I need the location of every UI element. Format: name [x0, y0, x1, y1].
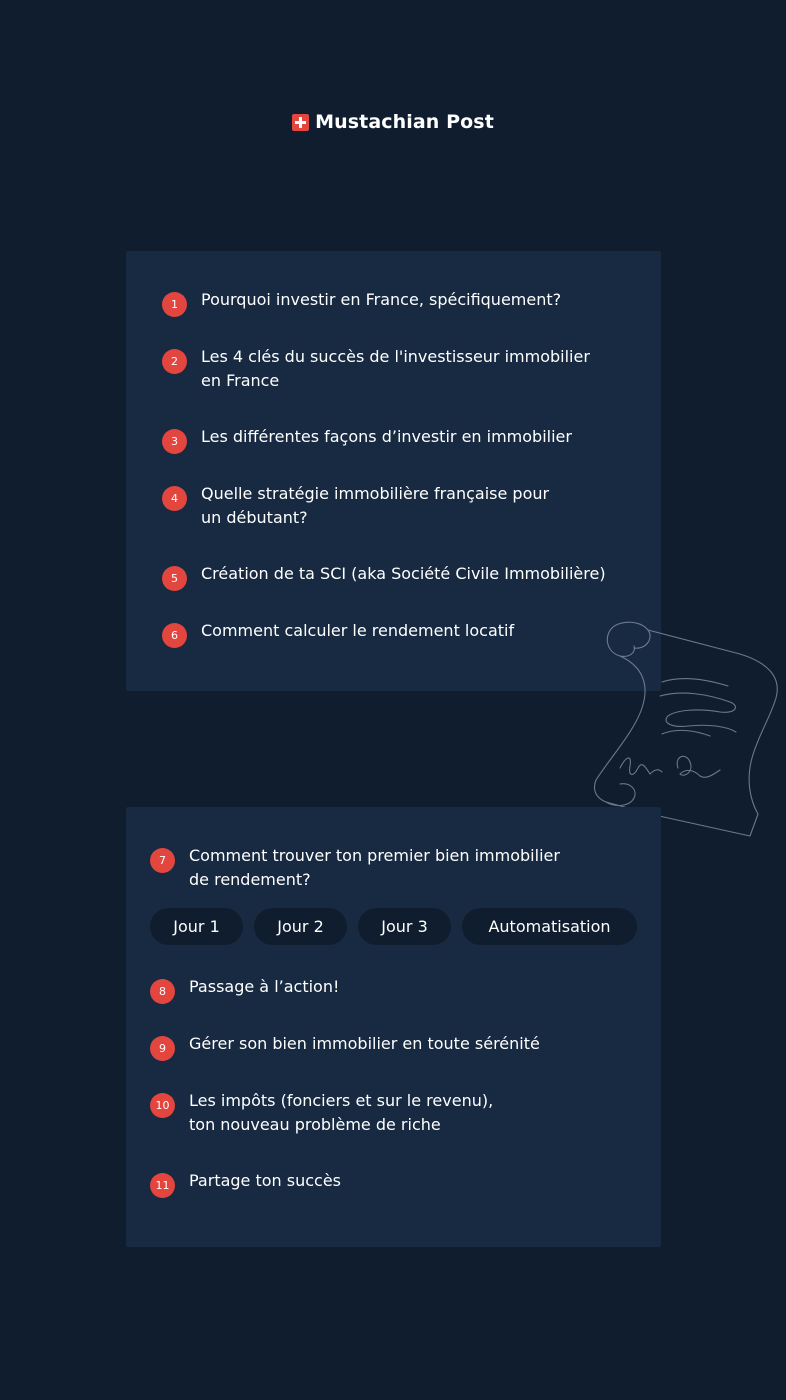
chapter-item-2[interactable]: [162, 347, 590, 393]
chapter-title: Gérer son bien immobilier en toute sérénité: [189, 1034, 540, 1053]
swiss-flag-icon: [292, 114, 309, 131]
chapter-title: Les 4 clés du succès de l'investisseur immobilier en France: [201, 347, 590, 390]
chapter-title: Comment trouver ton premier bien immobilier de rendement?: [189, 846, 560, 889]
chapter-title: Comment calculer le rendement locatif: [201, 621, 515, 640]
chapter-number-badge: 5: [162, 566, 187, 591]
chapter-number-badge: 6: [162, 623, 187, 648]
chapter-item-10[interactable]: [150, 1091, 494, 1137]
pill-jour-1[interactable]: Jour 1: [150, 908, 243, 945]
chapter-number-badge: 1: [162, 292, 187, 317]
chapter-item-3[interactable]: [162, 427, 572, 454]
chapter-item-5[interactable]: [162, 564, 606, 591]
chapter-item-9[interactable]: [150, 1034, 540, 1061]
chapter-number-badge: 10: [150, 1093, 175, 1118]
chapter-list-part-1: [126, 251, 661, 691]
chapter-title: Passage à l’action!: [189, 977, 340, 996]
chapter-number-badge: 3: [162, 429, 187, 454]
chapter-title: Pourquoi investir en France, spécifiquement?: [201, 290, 562, 309]
chapter-title: Partage ton succès: [189, 1171, 342, 1190]
chapter-number-badge: 7: [150, 848, 175, 873]
day-pills: [150, 908, 637, 945]
chapter-number-badge: 2: [162, 349, 187, 374]
chapter-number-badge: 11: [150, 1173, 175, 1198]
chapter-list-part-2: [126, 807, 661, 1247]
chapter-item-11[interactable]: [150, 1171, 342, 1198]
chapter-title: Création de ta SCI (aka Société Civile Immobilière): [201, 564, 606, 583]
chapter-title: Quelle stratégie immobilière française pour un débutant?: [201, 484, 550, 527]
chapter-item-7[interactable]: [150, 846, 560, 892]
pill-jour-3[interactable]: Jour 3: [358, 908, 451, 945]
brand-name: Mustachian Post: [315, 111, 494, 133]
chapter-item-1[interactable]: [162, 290, 562, 317]
chapter-title: Les différentes façons d’investir en immobilier: [201, 427, 572, 446]
chapter-item-8[interactable]: [150, 977, 340, 1004]
chapter-number-badge: 9: [150, 1036, 175, 1061]
brand-header: [0, 111, 786, 133]
chapter-number-badge: 4: [162, 486, 187, 511]
pill-automatisation[interactable]: Automatisation: [462, 908, 637, 945]
chapter-item-6[interactable]: [162, 621, 515, 648]
chapter-item-4[interactable]: [162, 484, 550, 530]
chapter-number-badge: 8: [150, 979, 175, 1004]
pill-jour-2[interactable]: Jour 2: [254, 908, 347, 945]
chapter-title: Les impôts (fonciers et sur le revenu), ton nouveau problème de riche: [189, 1091, 494, 1134]
